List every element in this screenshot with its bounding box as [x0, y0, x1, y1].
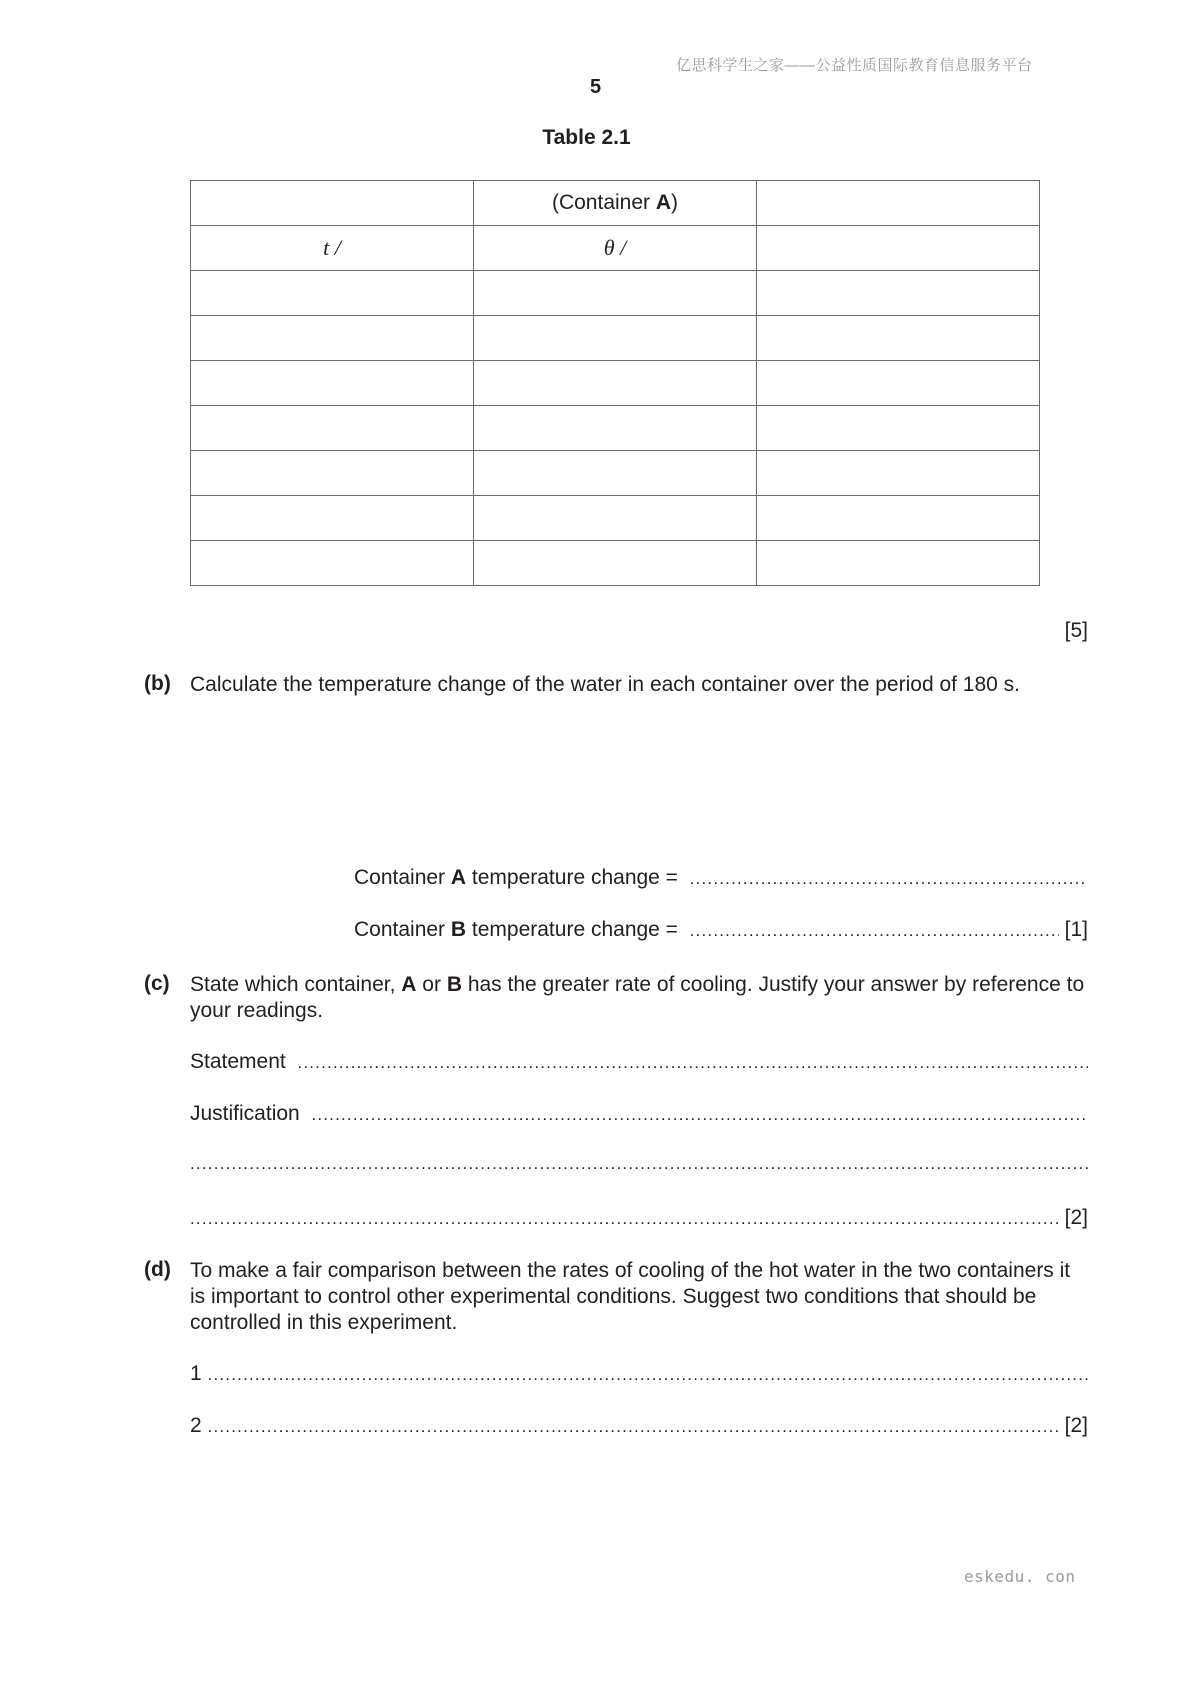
answer-dots — [690, 921, 1059, 941]
part-b-mark: [1] — [1064, 918, 1088, 941]
table-input-cell[interactable] — [474, 496, 757, 541]
table-row — [191, 361, 1040, 406]
table-input-cell[interactable] — [191, 496, 474, 541]
answer-dots — [311, 1105, 1088, 1125]
justification-answer-line-2[interactable] — [190, 1154, 1088, 1174]
container-b-answer-label: Container B temperature change = — [354, 918, 678, 941]
table-input-cell[interactable] — [757, 496, 1040, 541]
table-input-cell[interactable] — [474, 541, 757, 586]
statement-label: Statement — [190, 1050, 286, 1073]
table-row — [191, 496, 1040, 541]
table-input-cell[interactable] — [474, 451, 757, 496]
answer-dots — [190, 1154, 1088, 1174]
table-input-cell[interactable] — [474, 271, 757, 316]
answer-dots — [190, 1209, 1059, 1229]
table-input-cell[interactable] — [757, 316, 1040, 361]
table-mark: [5] — [1064, 619, 1088, 642]
part-b-label: (b) — [144, 672, 171, 695]
answer-dots — [297, 1053, 1088, 1073]
table-input-cell[interactable] — [474, 406, 757, 451]
table-units-row — [191, 226, 1040, 271]
table-input-cell[interactable] — [474, 316, 757, 361]
table-input-cell[interactable] — [191, 316, 474, 361]
part-d-mark: [2] — [1064, 1414, 1088, 1437]
container-a-heading: (Container A) — [474, 181, 757, 226]
table-input-cell[interactable] — [474, 361, 757, 406]
time-heading: t / — [191, 226, 474, 271]
table-input-cell[interactable] — [191, 541, 474, 586]
statement-answer-line[interactable] — [190, 1050, 1088, 1074]
justification-label: Justification — [190, 1102, 300, 1125]
table-input-cell[interactable] — [191, 406, 474, 451]
table-input-cell[interactable] — [757, 451, 1040, 496]
container-a-answer-line[interactable] — [354, 866, 1088, 890]
part-c-label: (c) — [144, 972, 170, 995]
table-cell — [757, 181, 1040, 226]
condition-1-number: 1 — [190, 1362, 202, 1385]
table-input-cell[interactable] — [757, 541, 1040, 586]
table-caption: Table 2.1 — [542, 126, 631, 149]
table-row — [191, 271, 1040, 316]
part-c-question: State which container, A or B has the greater rate of cooling. Justify your answer by reference to your readings. — [190, 973, 1085, 1022]
table-row — [191, 451, 1040, 496]
table-input-cell[interactable] — [191, 361, 474, 406]
footer-watermark: eskedu. con — [964, 1567, 1076, 1586]
page-number: 5 — [589, 76, 602, 98]
container-b-answer-line[interactable] — [354, 918, 1088, 942]
table-cell — [191, 181, 474, 226]
temperature-heading: θ / — [474, 226, 757, 271]
table-cell — [757, 226, 1040, 271]
table-row — [191, 541, 1040, 586]
table-row — [191, 316, 1040, 361]
justification-answer-line-3[interactable] — [190, 1206, 1088, 1230]
table-input-cell[interactable] — [757, 271, 1040, 316]
table-input-cell[interactable] — [191, 451, 474, 496]
part-d-label: (d) — [144, 1258, 171, 1281]
condition-2-answer-line[interactable] — [190, 1414, 1088, 1438]
part-d-question: To make a fair comparison between the rates of cooling of the hot water in the two containers it is important to control other experimental conditions. Suggest two conditions that should be controlled in this experiment. — [190, 1259, 1071, 1334]
answer-dots — [208, 1365, 1088, 1385]
table-row — [191, 406, 1040, 451]
answer-dots — [690, 869, 1088, 889]
condition-1-answer-line[interactable] — [190, 1362, 1088, 1386]
table-input-cell[interactable] — [191, 271, 474, 316]
condition-2-number: 2 — [190, 1414, 202, 1437]
results-table — [190, 180, 1040, 586]
table-input-cell[interactable] — [757, 361, 1040, 406]
header-watermark: 亿思科学生之家——公益性质国际教育信息服务平台 — [676, 57, 1033, 74]
container-a-answer-label: Container A temperature change = — [354, 866, 678, 889]
justification-answer-line[interactable] — [190, 1102, 1088, 1126]
table-input-cell[interactable] — [757, 406, 1040, 451]
answer-dots — [208, 1417, 1059, 1437]
part-b-question: Calculate the temperature change of the water in each container over the period of 180 s. — [190, 673, 1021, 696]
part-c-mark: [2] — [1064, 1206, 1088, 1229]
table-header-row — [191, 181, 1040, 226]
